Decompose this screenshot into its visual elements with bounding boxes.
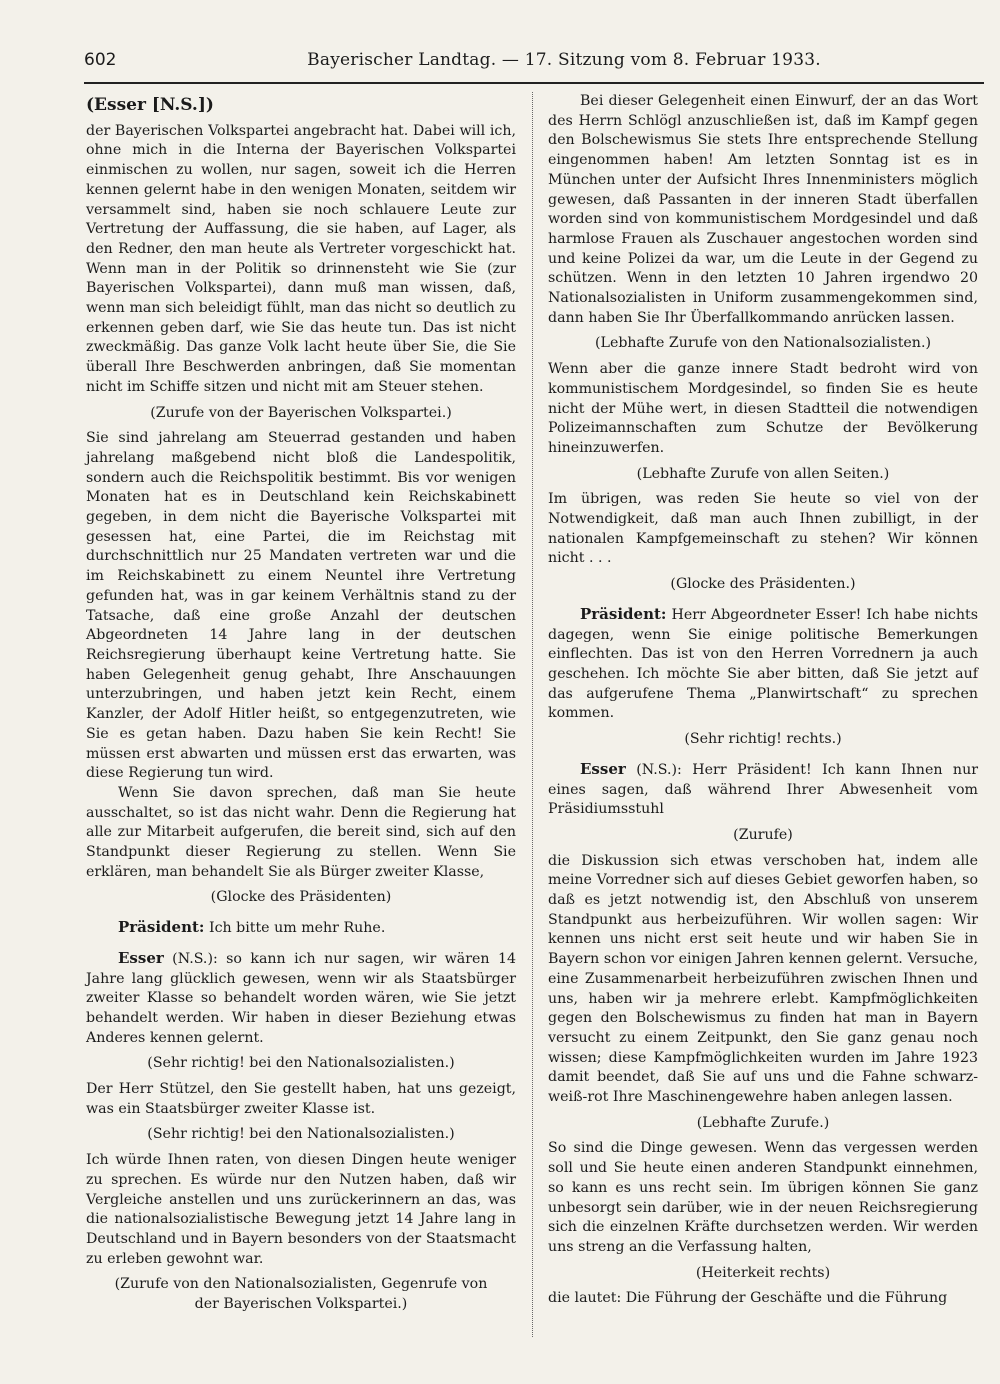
paragraph: der Bayerischen Volkspartei angebracht hat. Dabei will ich, ohne mich in die Interna der Bayerischen Volkspartei einmischen zu wollen, nur sagen, soweit ich die Herren kennen gelernt habe in den wenigen Monaten, seitdem wir versammelt sind, haben sie noch schlauere Leute zur Vertretung der Auffassung, die sie haben, auf Lager, als den Redner, den man heute als Vertreter vorgeschickt hat. Wenn man in der Politik so drinnensteht wie Sie (zur Bayerischen Volkspartei), dann muß man wissen, daß, wenn man sich beleidigt fühlt, man das nicht so deutlich zu erkennen geben darf, wie Sie das heute tun. Das ist nicht zweckmäßig. Das ganze Volk lacht heute über Sie, die Sie überall Ihre Beschwerden anbringen, daß Sie momentan nicht im Schiffe sitzen und nicht mit am Steuer stehen.: [86, 122, 516, 395]
paragraph: Im übrigen, was reden Sie heute so viel von der Notwendigkeit, daß man auch Ihnen zubilligt, in der nationalen Kampfgemeinschaft zu stehen? Wir können nicht . . .: [548, 491, 978, 567]
running-head: Bayerischer Landtag. — 17. Sitzung vom 8. Februar 1933.: [307, 50, 821, 70]
speech-text: Herr Abgeordneter Esser! Ich habe nichts dagegen, wenn Sie einige politische Bemerkungen einflechten. Das ist von den Herren Vorrednern ja auch geschehen. Ich möchte Sie aber bitten, daß Sie jetzt auf das aufgerufene Thema „Planwirtschaft“ zu sprechen kommen.: [548, 606, 978, 722]
speaker-name: Präsident:: [580, 604, 667, 623]
speaker-name: Esser: [580, 759, 626, 778]
interjection: der Bayerischen Volkspartei.): [194, 1296, 408, 1313]
right-column: [548, 92, 978, 1309]
interjection: (Lebhafte Zurufe von den Nationalsozialisten.): [594, 335, 931, 352]
page-header: [84, 48, 984, 84]
page-number: 602: [84, 50, 117, 70]
interjection: (Sehr richtig! rechts.): [684, 731, 842, 748]
speech-president: [548, 605, 978, 724]
interjection: (Sehr richtig! bei den Nationalsozialisten.): [147, 1055, 455, 1072]
interjection: (Lebhafte Zurufe von allen Seiten.): [636, 465, 890, 482]
speech-president: [86, 918, 516, 939]
paragraph: die lautet: Die Führung der Geschäfte und die Führung: [548, 1290, 948, 1307]
interjection: (Glocke des Präsidenten.): [670, 576, 856, 593]
paragraph: Sie sind jahrelang am Steuerrad gestanden und haben jahrelang maßgebend nicht bloß die Landespolitik, sondern auch die Reichspolitik bestimmt. Bis vor wenigen Monaten hat es in Deutschland kein Reichskabinett gegeben, in dem nicht die Bayerische Volkspartei mit gesessen hat, eine Partei, die im Reichstag mit durchschnittlich nur 25 Mandaten vertreten war und die im Reichskabinett zu einem Neuntel ihre Vertretung gefunden hat, was in gar keinem Verhältnis stand zu der Tatsache, daß eine große Anzahl der deutschen Abgeordneten 14 Jahre lang in der deutschen Reichsregierung überhaupt keine Vertretung hatte. Sie haben Gelegenheit genug gehabt, Ihre Anschauungen unterzubringen, und haben jetzt kein Recht, einem Kanzler, der Adolf Hitler heißt, so entgegenzutreten, wie Sie es getan haben. Dazu haben Sie kein Recht! Sie müssen erst abwarten und müssen erst das erwarten, was diese Regierung tun wird.: [86, 430, 516, 782]
interjection: (Lebhafte Zurufe.): [696, 1114, 830, 1131]
speaker-name: Präsident:: [118, 918, 205, 937]
paragraph: Bei dieser Gelegenheit einen Einwurf, der an das Wort des Herrn Schlögl anzuschließen ist, daß im Kampf gegen den Bolschewismus Sie stets Ihre entsprechende Stellung eingenommen haben! Am letzten Sonntag ist es in München unter der Aufsicht Ihres Innenministers möglich gewesen, daß Passanten in der inneren Stadt überfallen worden sind von kommunistischem Mordgesindel und daß harmlose Frauen als Zuschauer angestochen worden sind und keine Polizei da war, um die Leute in der Gegend zu schützen. Wenn in den letzten 10 Jahren irgendwo 20 Nationalsozialisten in Uniform zusammengekommen sind, dann haben Sie Ihr Überfallkommando anrücken lassen.: [548, 93, 978, 326]
interjection: (Zurufe): [733, 826, 793, 843]
interjection: (Sehr richtig! bei den Nationalsozialisten.): [147, 1126, 455, 1143]
left-column: [86, 92, 516, 1321]
paragraph: Wenn aber die ganze innere Stadt bedroht wird von kommunistischem Mordgesindel, so finden Sie es heute nicht der Mühe wert, in diesen Stadtteil die notwendigen Polizeimannschaften zum Schutze der Bevölkerung hineinzuwerfen.: [548, 361, 978, 456]
paragraph: So sind die Dinge gewesen. Wenn das vergessen werden soll und Sie heute einen anderen Standpunkt einnehmen, so kann es uns recht sein. Im übrigen können Sie ganz unbesorgt sein darüber, wie in der neuen Reichsregierung sich die einzelnen Kräfte durchsetzen werden. Wir werden uns streng an die Verfassung halten,: [548, 1140, 978, 1255]
speech-text: Ich bitte um mehr Ruhe.: [204, 920, 386, 937]
paragraph: Ich würde Ihnen raten, von diesen Dingen heute weniger zu sprechen. Es würde nur den Nutzen haben, daß wir Vergleiche anstellen und uns zurückerinnern an das, was die nationalsozialistische Bewegung jetzt 14 Jahre lang in Deutschland und in Bayern besonders von der Staatsmacht zu erleben gewohnt war.: [86, 1152, 516, 1267]
paragraph: Wenn Sie davon sprechen, daß man Sie heute ausschaltet, so ist das nicht wahr. Denn die Regierung hat alle zur Mitarbeit aufgerufen, die bereit sind, sich auf den Standpunkt dieser Regierung zu stellen. Wenn Sie erklären, man behandelt Sie als Bürger zweiter Klasse,: [86, 784, 516, 880]
interjection: (Zurufe von den Nationalsozialisten, Gegenrufe von: [114, 1276, 488, 1293]
interjection: (Heiterkeit rechts): [695, 1264, 831, 1281]
speaker-heading: (Esser [N.S.]): [86, 95, 214, 115]
paragraph: Der Herr Stützel, den Sie gestellt haben, hat uns gezeigt, was ein Staatsbürger zweiter Klasse ist.: [86, 1081, 516, 1117]
interjection: (Zurufe von der Bayerischen Volkspartei.): [150, 404, 452, 421]
speech-text: (N.S.): Herr Präsident! Ich kann Ihnen nur eines sagen, daß während Ihrer Abwesenheit vom Präsidiumsstuhl: [548, 761, 978, 818]
paragraph: die Diskussion sich etwas verschoben hat, indem alle meine Vorredner sich auf dieses Gebiet geworfen haben, so daß es jetzt notwendig ist, den Abschluß von unserem Standpunkt aus herbeizuführen. Wir wollen sagen: Wir kennen uns nicht erst seit heute und wir haben Sie in Bayern schon vor einigen Jahren kennen gelernt. Versuche, eine Zusammenarbeit herbeizuführen zwischen Ihnen und uns, haben wir ja mehrere erlebt. Kampfmöglichkeiten gegen den Bolschewismus zu finden hat man in Bayern versucht zu einem Zeitpunkt, den Sie ganz genau noch wissen; diese Kampfmöglichkeiten wurden im Jahre 1923 damit beendet, daß Sie auf uns und die Fahne schwarz-weiß-rot Ihre Maschinengewehre haben anlegen lassen.: [548, 852, 978, 1106]
speech-esser: [86, 949, 516, 1049]
speaker-name: Esser: [118, 948, 164, 967]
speech-text: (N.S.): so kann ich nur sagen, wir wären 14 Jahre lang glücklich gewesen, wenn wir als Staatsbürger zweiter Klasse so behandelt worden wären, wie Sie jetzt behandelt werden. Wir haben in dieser Beziehung etwas Anderes kennen gelernt.: [86, 950, 516, 1046]
column-divider: [532, 92, 533, 1337]
interjection: (Glocke des Präsidenten): [210, 889, 392, 906]
speech-esser: [548, 760, 978, 820]
